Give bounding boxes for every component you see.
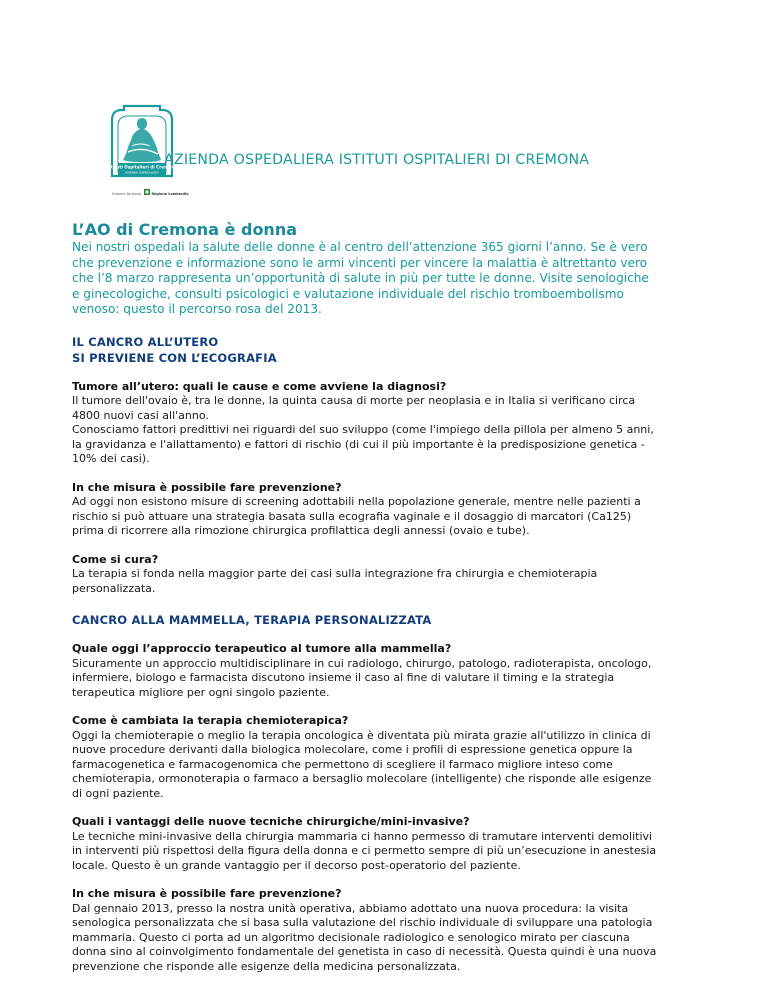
question-heading: Quali i vantaggi delle nuove tecniche chirurgiche/mini-invasive?: [72, 815, 470, 828]
answer-line: chemioterapia, ormonoterapia o farmaco a bersaglio molecolare (intelligente) che risponde alle esigenze: [72, 772, 652, 785]
answer-line: prevenzione che risponde alle esigenze della medicina personalizzata.: [72, 959, 461, 973]
logo-footer-sistema: Sistema Sanitario: [112, 192, 142, 196]
question-heading: In che misura è possibile fare prevenzione?: [72, 480, 342, 494]
answer-paragraph: [72, 567, 712, 596]
answer-line: Il tumore dell'ovaio è, tra le donne, la quinta causa di morte per neoplasia e in Italia si verificano circa: [72, 394, 636, 407]
answer-paragraph: [72, 394, 712, 467]
answer-line: senologica personalizzata che si basa sulla valutazione del rischio individuale di sviluppare una patologia: [72, 916, 653, 929]
answer-line: 10% dei casi).: [72, 452, 150, 465]
answer-line: locale. Questo è un grande vantaggio per il decorso post-operatorio del paziente.: [72, 858, 521, 872]
question-heading: In che misura è possibile fare prevenzione?: [72, 887, 342, 900]
answer-line: Oggi la chemioterapie o meglio la terapia oncologica è diventata più mirata grazie all'utilizzo in clinica di: [72, 728, 651, 742]
answer-line: Dal gennaio 2013, presso la nostra unità operativa, abbiamo adottato una nuova procedura: la visita: [72, 901, 629, 915]
article-title: L’AO di Cremona è donna: [72, 220, 298, 239]
intro-line: Nei nostri ospedali la salute delle donne è al centro dell’attenzione 365 giorni l’anno. Se è vero: [72, 240, 648, 254]
question-heading: Quale oggi l’approccio terapeutico al tumore alla mammella?: [72, 642, 452, 655]
section-heading-line: SI PREVIENE CON L’ECOGRAFIA: [72, 350, 277, 365]
answer-line: Le tecniche mini-invasive della chirurgia mammaria ci hanno permesso di tramutare interventi demolitivi: [72, 829, 653, 843]
answer-line: mammaria. Questo ci porta ad un algoritmo decisionale radiologico e senologico mirato per ciascuna: [72, 930, 630, 944]
logo-text-subtitle: AZIENDA OSPEDALIERA: [125, 170, 159, 175]
logo-footer-regione: Regione Lombardia: [151, 192, 189, 196]
section-heading-line: IL CANCRO ALL’UTERO: [72, 334, 219, 349]
answer-line: Sicuramente un approccio multidisciplinare in cui radiologo, chirurgo, patologo, radioterapista, oncologo,: [72, 656, 652, 670]
intro-line: che prevenzione e informazione sono le armi vincenti per vincere la malattia è altrettanto vero: [72, 255, 648, 270]
answer-line: personalizzata.: [72, 581, 156, 595]
answer-paragraph: [72, 729, 712, 802]
intro-line: che l’8 marzo rappresenta un’opportunità di salute in più per tutte le donne. Visite senologiche: [72, 271, 649, 285]
answer-line: terapeutica migliore per ogni singolo paziente.: [72, 685, 330, 699]
answer-line: donna sino al coinvolgimento fondamentale del genetista in caso di necessità. Questa quindi è una nuova: [72, 945, 657, 958]
answer-paragraph: [72, 657, 712, 701]
answer-line: nuove procedure derivanti dalla biologica molecolare, come i profili di espressione genetica oppure la: [72, 743, 633, 756]
answer-paragraph: [72, 902, 712, 975]
page-header: [100, 90, 740, 202]
organization-title: AZIENDA OSPEDALIERA ISTITUTI OSPITALIERI DI CREMONA: [164, 152, 590, 168]
question-heading: Tumore all’utero: quali le cause e come avviene la diagnosi?: [72, 379, 447, 393]
answer-line: di ogni paziente.: [72, 786, 164, 800]
question-heading: Come è cambiata la terapia chemioterapica?: [72, 714, 349, 727]
article-intro: [72, 240, 712, 318]
answer-line: infermiere, biologo e farmacista discutono insieme il caso al fine di valutare il timing e la strategia: [72, 671, 615, 684]
answer-paragraph: [72, 495, 712, 539]
question-heading: Come si cura?: [72, 552, 159, 566]
answer-line: Conosciamo fattori predittivi nei riguardi del suo sviluppo (come l'impiego della pillola per almeno 5 anni,: [72, 423, 654, 436]
answer-line: in interventi più rispettosi della figura della donna e ci permetto sempre di più un’esecuzione in anestesia: [72, 844, 657, 857]
answer-line: prima di ricorrere alla rimozione chirurgica profilattica degli annessi (ovaio e tube).: [72, 524, 530, 537]
answer-line: Ad oggi non esistono misure di screening adottabili nella popolazione generale, mentre nelle pazienti a: [72, 495, 641, 508]
logo-text-name: Istituti Ospitalieri di Cremona: [106, 164, 178, 170]
article-content: [72, 220, 712, 974]
intro-line: venoso: questo il percorso rosa del 2013.: [72, 302, 322, 316]
intro-line: e ginecologiche, consulti psicologici e valutazione individuale del rischio tromboembolismo: [72, 286, 624, 301]
answer-line: rischio si può attuare una strategia basata sulla ecografia vaginale e il dosaggio di marcatori (Ca125): [72, 509, 632, 523]
section-heading-uterus: [72, 334, 712, 366]
answer-line: La terapia si fonda nella maggior parte dei casi sulla integrazione fra chirurgia e chemioterapia: [72, 567, 598, 580]
answer-line: la gravidanza e l'allattamento) e fattori di rischio (di cui il più importante è la predisposizione genetica -: [72, 437, 645, 451]
answer-line: 4800 nuovi casi all'anno.: [72, 408, 209, 422]
answer-line: farmacogenetica e farmacogenomica che permettono di scegliere il farmaco migliore inteso come: [72, 757, 613, 771]
section-heading-breast: CANCRO ALLA MAMMELLA, TERAPIA PERSONALIZZATA: [72, 613, 432, 627]
answer-paragraph: [72, 830, 712, 874]
